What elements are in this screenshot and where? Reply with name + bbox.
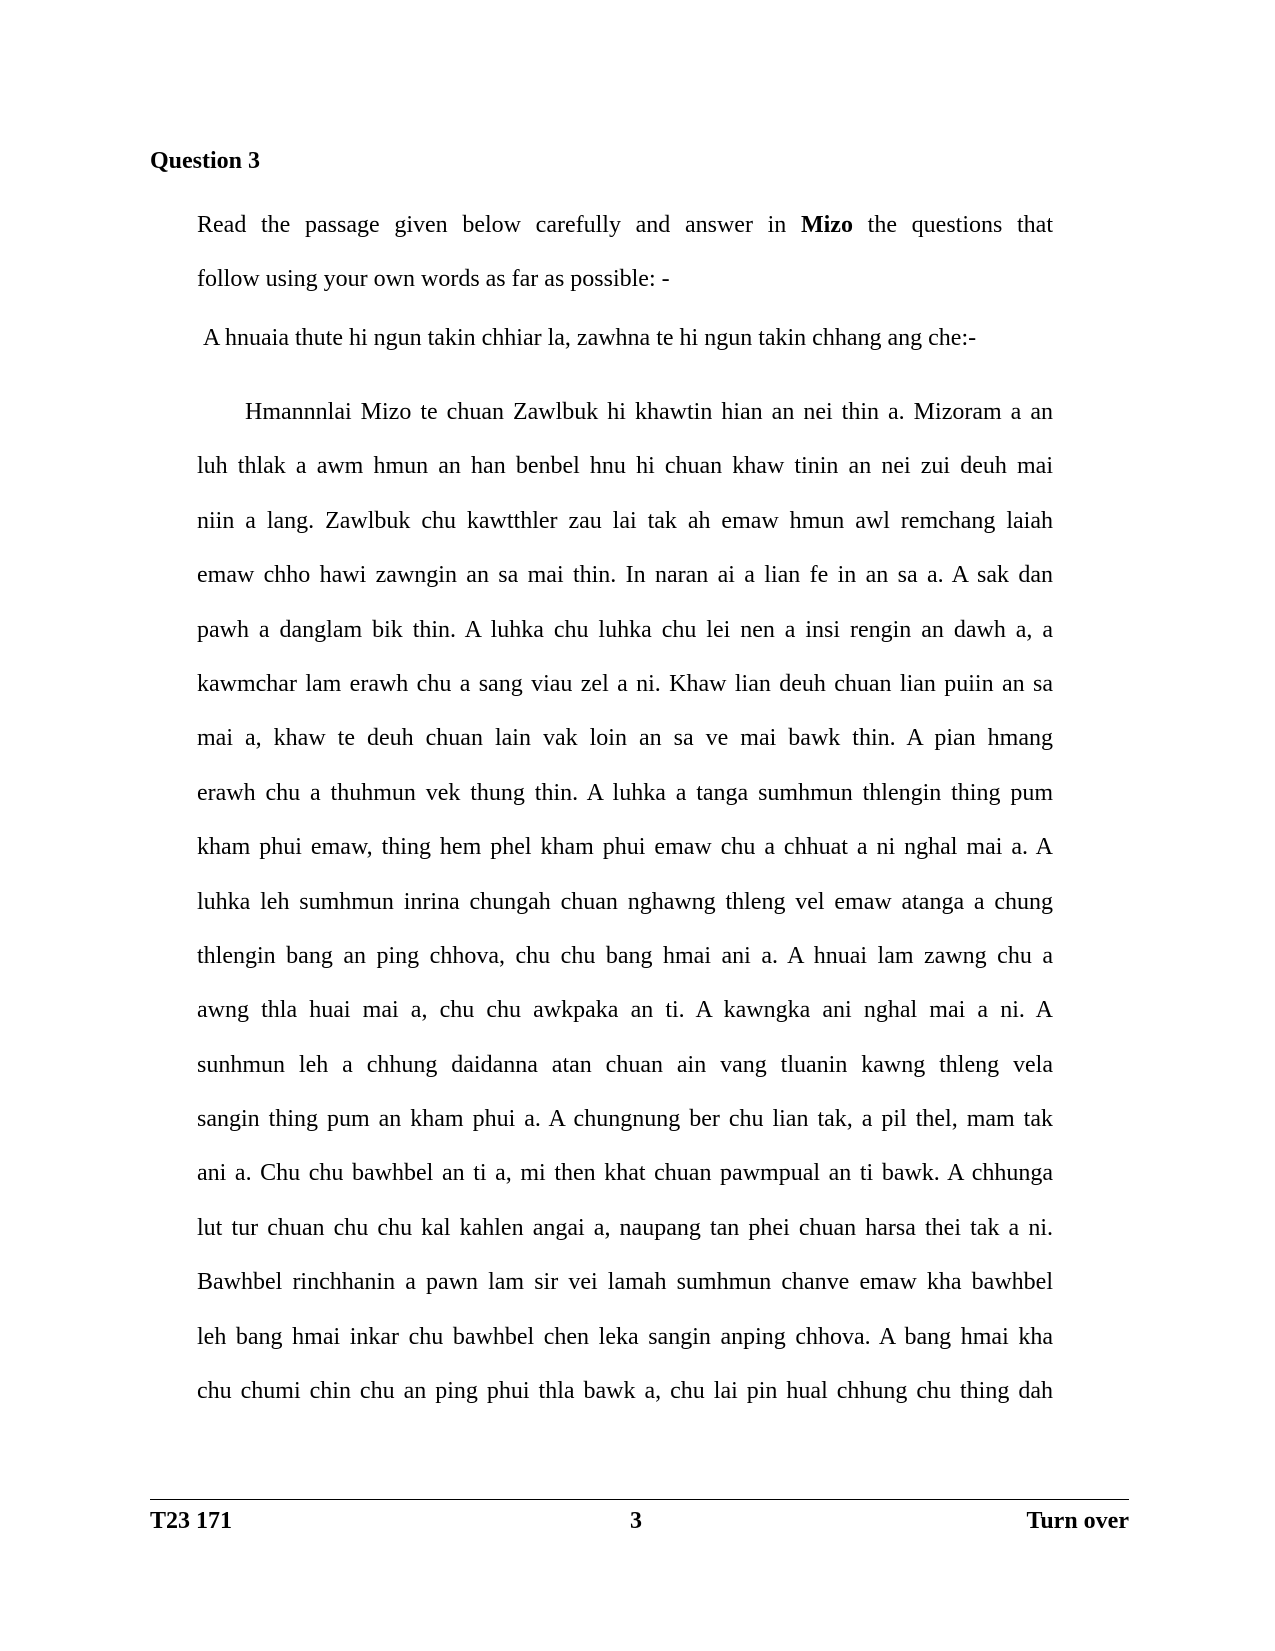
passage-line: kham phui emaw, thing hem phel kham phui emaw chu a chhuat a ni nghal mai a. A	[197, 834, 1053, 861]
passage-line: luh thlak a awm hmun an han benbel hnu hi chuan khaw tinin an nei zui deuh mai	[197, 453, 1053, 480]
footer-divider	[150, 1499, 1129, 1500]
passage-line: Hmannnlai Mizo te chuan Zawlbuk hi khawtin hian an nei thin a. Mizoram a an	[245, 399, 1053, 425]
passage-line: pawh a danglam bik thin. A luhka chu luhka chu lei nen a insi rengin an dawh a, a	[197, 616, 1053, 643]
passage-line: chu chumi chin chu an ping phui thla bawk a, chu lai pin hual chhung chu thing dah	[197, 1378, 1053, 1405]
passage-line: luhka leh sumhmun inrina chungah chuan nghawng thleng vel emaw atanga a chung	[197, 888, 1053, 915]
paper-code: T23 171	[150, 1508, 233, 1534]
sub-instruction: A hnuaia thute hi ngun takin chhiar la, zawhna te hi ngun takin chhang ang che:-	[203, 325, 977, 351]
passage-line: thlengin bang an ping chhova, chu chu bang hmai ani a. A hnuai lam zawng chu a	[197, 942, 1053, 969]
passage	[197, 385, 1053, 1418]
instruction-line-2: follow using your own words as far as possible: -	[197, 266, 670, 292]
instructions	[197, 198, 1053, 306]
passage-line: erawh chu a thuhmun vek thung thin. A luhka a tanga sumhmun thlengin thing pum	[197, 779, 1053, 806]
question-title: Question 3	[150, 148, 261, 174]
instruction-text: Read the passage given below carefully and answer in	[197, 212, 787, 238]
passage-line: mai a, khaw te deuh chuan lain vak loin an sa ve mai bawk thin. A pian hmang	[197, 725, 1053, 752]
passage-line: emaw chho hawi zawngin an sa mai thin. In naran ai a lian fe in an sa a. A sak dan	[197, 562, 1053, 589]
passage-line: ani a. Chu chu bawhbel an ti a, mi then khat chuan pawmpual an ti bawk. A chhunga	[197, 1160, 1053, 1187]
turn-over-label: Turn over	[1026, 1508, 1129, 1534]
page-number: 3	[630, 1508, 642, 1534]
passage-line: awng thla huai mai a, chu chu awkpaka an ti. A kawngka ani nghal mai a ni. A	[197, 997, 1053, 1024]
passage-line: sunhmun leh a chhung daidanna atan chuan ain vang tluanin kawng thleng vela	[197, 1051, 1053, 1078]
instruction-language: Mizo	[800, 212, 853, 238]
passage-line: sangin thing pum an kham phui a. A chungnung ber chu lian tak, a pil thel, mam tak	[197, 1106, 1053, 1133]
passage-line: niin a lang. Zawlbuk chu kawtthler zau lai tak ah emaw hmun awl remchang laiah	[197, 507, 1053, 534]
passage-line: Bawhbel rinchhanin a pawn lam sir vei lamah sumhmun chanve emaw kha bawhbel	[197, 1269, 1053, 1296]
instruction-text-end: the questions that	[867, 212, 1054, 238]
passage-line: lut tur chuan chu chu kal kahlen angai a, naupang tan phei chuan harsa thei tak a ni.	[197, 1214, 1053, 1241]
instruction-line-1	[197, 198, 1053, 252]
passage-line: leh bang hmai inkar chu bawhbel chen leka sangin anping chhova. A bang hmai kha	[197, 1323, 1053, 1350]
passage-line: kawmchar lam erawh chu a sang viau zel a ni. Khaw lian deuh chuan lian puiin an sa	[197, 670, 1053, 697]
